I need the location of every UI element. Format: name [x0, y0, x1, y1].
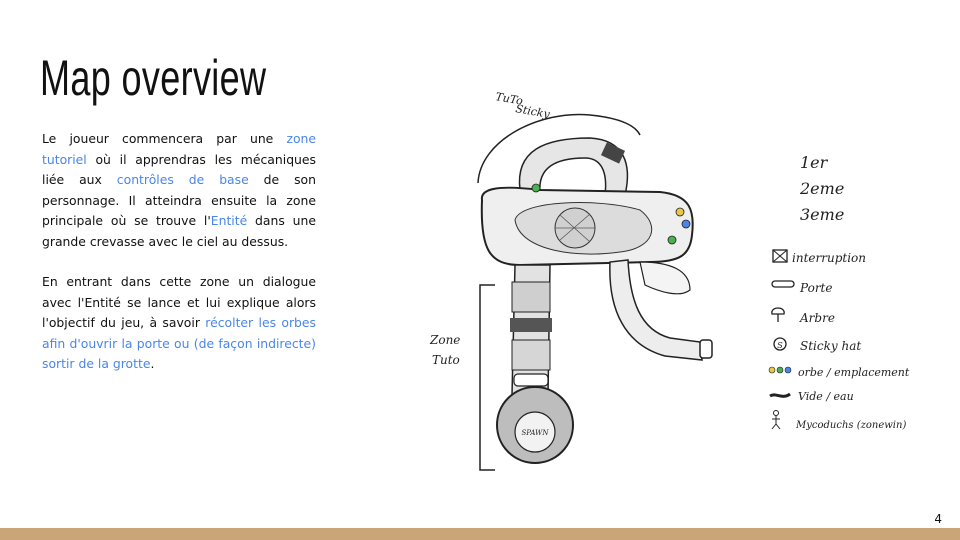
level-1: 1er: [800, 153, 828, 172]
highlight-recolter-orbes: récolter les orbes afin d'ouvrir la porte ou (de façon indirecte) sortir de la grotte: [42, 315, 317, 371]
interruption-icon: [510, 318, 552, 332]
paragraph-dialogue: [42, 272, 316, 375]
text-run: Le joueur commencera par une: [42, 131, 287, 146]
text-run: En entrant dans cette zone un dialogue avec l'Entité se lance et lui explique alors l'objectif du jeu, à savoir: [42, 274, 316, 330]
level-3: 3eme: [800, 205, 845, 224]
spawn-label: SPAWN: [521, 429, 549, 437]
corridor-block: [512, 282, 550, 312]
level-2: 2eme: [800, 179, 845, 198]
label-sticky: Sticky: [514, 102, 551, 121]
orb-icon: [676, 208, 684, 216]
orb-icon: [682, 220, 690, 228]
legend-label: Vide / eau: [798, 390, 854, 403]
legend-label: Mycoduchs (zonewin): [796, 420, 907, 431]
corridor-door: [514, 374, 548, 386]
label-zone: Zone: [430, 333, 461, 347]
legend-label: interruption: [792, 251, 866, 265]
text-run: de son personnage. Il atteindra ensuite la zone principale où se trouve l': [42, 172, 316, 228]
legend-label: Sticky hat: [800, 339, 862, 353]
legend-label: orbe / emplacement: [798, 366, 910, 379]
corridor-block: [512, 340, 550, 370]
legend: [769, 250, 910, 431]
orb-icon: [785, 367, 791, 373]
zone-tuto-bracket: [480, 285, 495, 470]
text-run: dans une grande crevasse avec le ciel au dessus.: [42, 213, 316, 249]
orb-icon: [668, 236, 676, 244]
sticky-hat-icon: S: [777, 341, 783, 350]
orb-icon: [769, 367, 775, 373]
legend-label: Arbre: [800, 311, 835, 325]
exit-door-icon: [700, 340, 712, 358]
door-icon: [772, 281, 794, 287]
label-tuto-zone: Tuto: [432, 353, 460, 367]
highlight-controles-de-base: contrôles de base: [116, 172, 249, 187]
text-run: .: [150, 356, 155, 371]
paragraph-intro: [42, 129, 316, 252]
orb-icon: [532, 184, 540, 192]
page-number: 4: [934, 512, 942, 526]
side-ledge: [640, 262, 690, 294]
label-tuto: TuTo: [494, 90, 524, 108]
interruption-icon: [773, 250, 787, 262]
footer-bar: [0, 528, 960, 540]
map-sketch: [420, 80, 920, 480]
body-text: [42, 129, 316, 395]
highlight-zone-tutoriel: zone tutoriel: [42, 131, 316, 167]
void-water-icon: [770, 394, 790, 396]
orb-icon: [777, 367, 783, 373]
highlight-entite: Entité: [210, 213, 248, 228]
text-run: où il apprendras les mécaniques liée aux: [42, 151, 316, 187]
tree-icon: [772, 308, 784, 322]
npc-icon: [772, 411, 780, 430]
slide-title: Map overview: [40, 50, 267, 106]
legend-label: Porte: [800, 281, 833, 295]
